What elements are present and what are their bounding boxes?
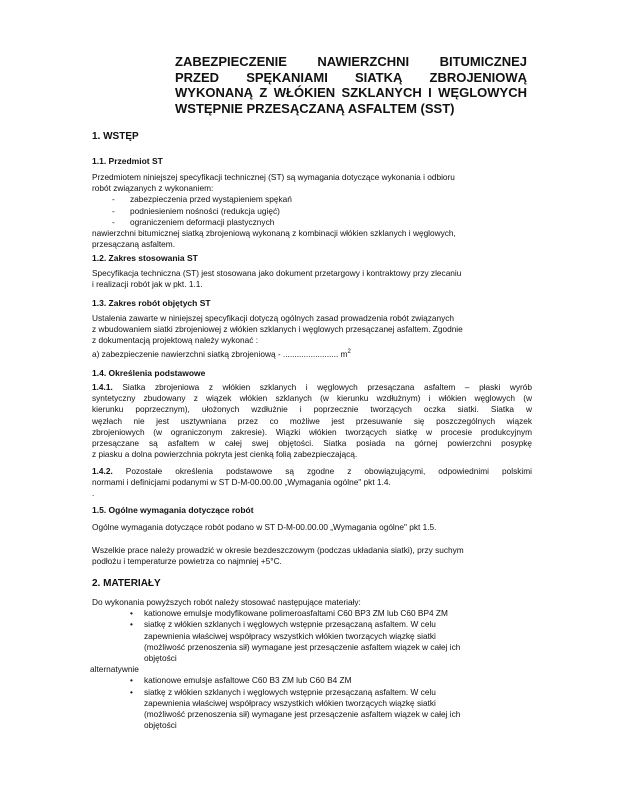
dash-list xyxy=(92,194,532,228)
list-item: - zabezpieczenia przed wystąpieniem spękań xyxy=(112,194,292,205)
list-item-text: podniesieniem nośności (redukcja ugięć) xyxy=(130,205,280,216)
text-line: • siatkę z włókien szklanych i węglowych wstępnie przesączaną asfaltem. W celu xyxy=(144,686,436,697)
materials-list-2 xyxy=(92,675,542,731)
list-item-text: a) zabezpieczenie nawierzchni siatką zbrojeniową - ........................ m xyxy=(92,348,348,359)
text-line: objętości xyxy=(144,653,177,664)
text-line: objętości xyxy=(144,720,177,731)
text-line: przesączane są asfaltem w całej swej objętości. Siatka posiada na górnej powierzchni posypkę xyxy=(92,438,532,449)
section-1-2-heading: 1.2. Zakres stosowania ST xyxy=(92,253,198,263)
text-line: (możliwość przenoszenia sił) wymagane jest przesączenie asfaltem wiązek w całej ich xyxy=(144,709,461,720)
text-line: zapewnienia właściwej współpracy wszystkich włókien tworzących wiązkę siatki xyxy=(144,630,436,641)
document-title xyxy=(175,54,527,116)
section-1-1-body xyxy=(92,172,532,250)
text-line: • kationowe emulsje asfaltowe C60 B3 ZM lub C60 B4 ZM xyxy=(144,675,352,686)
list-item-text: ograniczeniem deformacji plastycznych xyxy=(130,216,275,227)
section-1-4-1-paragraph xyxy=(92,382,532,460)
text-line: i realizacji robót jak w pkt. 1.1. xyxy=(92,279,203,290)
text-line: z dokumentacją projektową należy wykonać : xyxy=(92,335,259,346)
list-item-text: zabezpieczenia przed wystąpieniem spękań xyxy=(130,194,292,205)
section-1-5-heading: 1.5. Ogólne wymagania dotyczące robót xyxy=(92,505,254,515)
paragraph-number: 1.4.1. xyxy=(92,382,113,392)
list-item xyxy=(92,619,542,664)
text-line: podłożu i temperaturze powietrza co najmniej +5°C. xyxy=(92,556,282,567)
text-line: alternatywnie xyxy=(90,664,139,675)
section-1-2-body xyxy=(92,268,532,290)
section-1-1-heading: 1.1. Przedmiot ST xyxy=(92,156,163,166)
text-line: • kationowe emulsje modyfikowane polimeroasfaltami C60 BP3 ZM lub C60 BP4 ZM xyxy=(144,608,448,619)
text-line xyxy=(92,382,532,393)
text-line: kierunku poprzecznym), ułożonych wzdłużnie i poprzecznie tworzących oczka siatki. Siatka w xyxy=(92,404,532,415)
text-span: Siatka zbrojeniowa z włókien szklanych i węglowych przesączana asfaltem – płaski wyrób xyxy=(122,382,532,392)
list-item xyxy=(92,608,542,619)
text-line: (możliwość przenoszenia sił) wymagane jest przesączenie asfaltem wiązek w całej ich xyxy=(144,641,461,652)
list-item: - podniesieniem nośności (redukcja ugięć) xyxy=(112,205,280,216)
list-item xyxy=(92,687,542,732)
paragraph-number: 1.4.2. xyxy=(92,466,113,476)
text-line: węzłach nie jest usztywniana przez co możliwe jest przesuwanie się poszczególnych wiązek xyxy=(92,415,532,426)
section-1-3-body xyxy=(92,313,532,360)
text-line: Specyfikacja techniczna (ST) jest stosowana jako dokument przetargowy i kontraktowy przy zlecaniu xyxy=(92,268,462,278)
section-2-body xyxy=(92,597,542,731)
title-line: ZABEZPIECZENIE NAWIERZCHNI BITUMICZNEJ xyxy=(175,54,527,69)
text-line: Ustalenia zawarte w niniejszej specyfikacji dotyczą ogólnych zasad prowadzenia robót związanych xyxy=(92,313,455,323)
list-item: - ograniczeniem deformacji plastycznych xyxy=(112,216,275,227)
text-line xyxy=(92,466,532,477)
text-line: zapewnienia właściwej współpracy wszystkich włókien tworzących wiązkę siatki xyxy=(144,697,436,708)
text-line: normami i definicjami podanymi w ST D-M-00.00.00 „Wymagania ogólne" pkt 1.4. xyxy=(92,477,391,488)
section-1-heading: 1. WSTĘP xyxy=(92,131,139,142)
title-line: PRZED SPĘKANIAMI SIATKĄ ZBROJENIOWĄ xyxy=(175,69,527,85)
title-line: WYKONANĄ Z WŁÓKIEN SZKLANYCH I WĘGLOWYCH xyxy=(175,85,527,100)
title-line: WSTĘPNIE PRZESĄCZANĄ ASFALTEM (SST) xyxy=(175,100,455,116)
text-line: Przedmiotem niniejszej specyfikacji technicznej (ST) są wymagania dotyczące wykonania i odbioru xyxy=(92,172,455,182)
text-line: nawierzchni bitumicznej siatką zbrojeniową wykonaną z kombinacji włókien szklanych i węglowych, xyxy=(92,228,456,239)
section-2-heading: 2. MATERIAŁY xyxy=(92,578,161,589)
text-line: z piasku a dolna powierzchnia pokryta jest cienką folią zabezpieczającą. xyxy=(92,449,358,460)
section-1-4-heading: 1.4. Określenia podstawowe xyxy=(92,368,206,378)
text-line: z wbudowaniem siatki zbrojeniowej z włókien szklanych i węglowych przesączanej asfaltem. Zgodnie xyxy=(92,324,463,335)
list-item xyxy=(92,675,542,686)
text-span: Pozostałe określenia podstawowe są zgodne z obowiązującymi, odpowiednimi polskimi xyxy=(125,466,532,476)
text-line: robót związanych z wykonaniem: xyxy=(92,183,214,194)
text-line: przesączaną asfaltem. xyxy=(92,239,176,250)
section-1-4-2-paragraph xyxy=(92,466,532,500)
list-item xyxy=(92,347,532,360)
text-line: . xyxy=(92,488,95,499)
text-line: • siatkę z włókien szklanych i węglowych wstępnie przesączaną asfaltem. W celu xyxy=(144,619,436,630)
text-line: syntetyczny zbudowany z wiązek włókien szklanych (w kierunku wzdłużnym) i włókien węglowych (w xyxy=(92,393,532,404)
section-1-5-p1: Ogólne wymagania dotyczące robót podano w ST D-M-00.00.00 „Wymagania ogólne" pkt 1.5. xyxy=(92,522,437,532)
section-1-5-p2 xyxy=(92,545,532,567)
text-line: Wszelkie prace należy prowadzić w okresie bezdeszczowym (podczas układania siatki), przy suchym xyxy=(92,545,464,555)
text-line: Do wykonania powyższych robót należy stosować następujące materiały: xyxy=(92,597,361,607)
superscript: 2 xyxy=(347,348,351,355)
text-line: zbrojeniowych (w ograniczonym zakresie). Wiązki włókien tworzących siatkę w procesie produkcyjnym xyxy=(92,426,532,437)
section-1-3-heading: 1.3. Zakres robót objętych ST xyxy=(92,298,211,308)
materials-list-1 xyxy=(92,608,542,664)
